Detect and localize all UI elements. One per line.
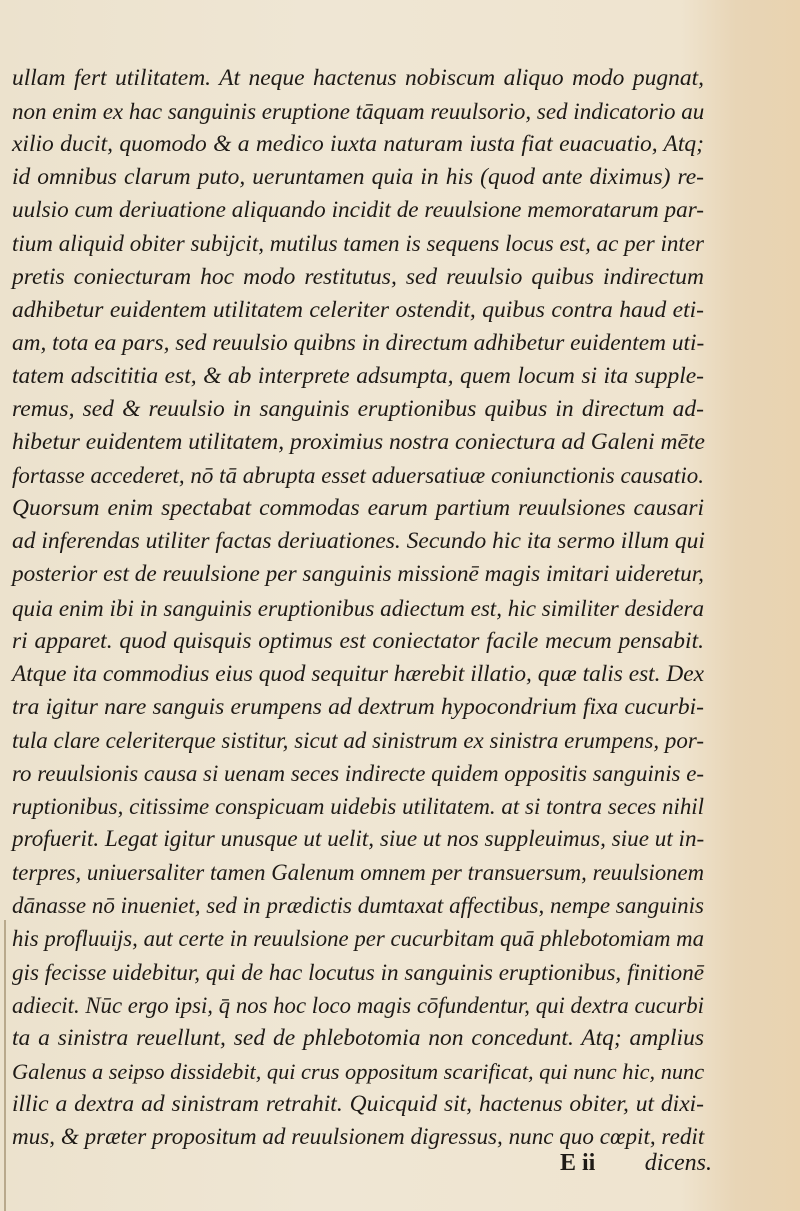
text-line: ad inferendas utiliter factas deriuationes. Secundo hic ita sermo illum qui (12, 528, 705, 555)
text-line: tatem adscititia est, & ab interprete adsumpta, quem locum si ita supple- (12, 362, 704, 389)
text-line: pretis coniecturam hoc modo restitutus, sed reuulsio quibus indirectum (12, 263, 704, 290)
text-line: adhibetur euidentem utilitatem celeriter ostendit, quibus contra haud eti- (12, 296, 704, 323)
text-line: Galenus a seipso dissidebit, qui crus oppositum scarificat, qui nunc hic, nunc (12, 1058, 705, 1084)
text-line: ro reuulsionis causa si uenam seces indirecte quidem oppositis sanguinis e- (12, 760, 704, 786)
text-line: ta a sinistra reuellunt, sed de phlebotomia non concedunt. Atq; amplius (12, 1024, 704, 1051)
text-line: ruptionibus, citissime conspicuam uidebis utilitatem. at si tontra seces nihil (12, 794, 704, 820)
text-line: his profluuijs, aut certe in reuulsione per cucurbitam quā phlebotomiam ma (12, 926, 704, 952)
text-line: terpres, uniuersaliter tamen Galenum omnem per transuersum, reuulsionem (12, 860, 704, 886)
text-line: illic a dextra ad sinistram retrahit. Quicquid sit, hactenus obiter, ut dixi- (12, 1090, 704, 1117)
text-line: mus, & præter propositum ad reuulsionem digressus, nunc quo cœpit, redit (12, 1124, 705, 1150)
catchword: dicens. (644, 1150, 712, 1176)
text-line: Atque ita commodius eius quod sequitur hærebit illatio, quæ talis est. Dex (12, 660, 704, 687)
text-line: gis fecisse uidebitur, qui de hac locutus in sanguinis eruptionibus, finitionē (12, 958, 704, 985)
text-line: quia enim ibi in sanguinis eruptionibus adiectum est, hic similiter desidera (12, 594, 704, 621)
page-footer (560, 1150, 712, 1177)
text-line: am, tota ea pars, sed reuulsio quibns in directum adhibetur euidentem uti- (12, 329, 705, 356)
text-line: xilio ducit, quomodo & a medico iuxta naturam iusta fiat euacuatio, Atq; (12, 131, 704, 158)
text-line: tra igitur nare sanguis erumpens ad dextrum hypocondrium fixa cucurbi- (12, 693, 704, 720)
text-line: remus, sed & reuulsio in sanguinis eruptionibus quibus in directum ad- (12, 395, 704, 422)
text-line: dānasse nō inueniet, sed in prædictis dumtaxat affectibus, nempe sanguinis (12, 893, 704, 919)
text-line: posterior est de reuulsione per sanguinis missionē magis imitari uideretur, (12, 561, 704, 588)
text-line: id omnibus clarum puto, ueruntamen quia in his (quod ante diximus) re- (12, 164, 704, 191)
text-line: non enim ex hac sanguinis eruptione tāquam reuulsorio, sed indicatorio au (12, 99, 705, 125)
text-line: profuerit. Legat igitur unusque ut uelit, siue ut nos suppleuimus, siue ut in- (12, 826, 705, 853)
signature-mark: E ii (560, 1150, 596, 1176)
text-line: adiecit. Nūc ergo ipsi, q̄ nos hoc loco magis cōfundentur, qui dextra cucurbi (12, 992, 704, 1018)
text-line: ullam fert utilitatem. At neque hactenus nobiscum aliquo modo pugnat, (12, 65, 704, 91)
text-line: Quorsum enim spectabat commodas earum partium reuulsiones causari (12, 495, 704, 522)
text-line: fortasse accederet, nō tā abrupta esset aduersatiuæ coniunctionis causatio. (12, 463, 704, 489)
page-edge-shadow (4, 920, 6, 1211)
text-line: uulsio cum deriuatione aliquando incidit de reuulsione memoratarum par- (12, 197, 704, 224)
text-line: ri apparet. quod quisquis optimus est coniectator facile mecum pensabit. (12, 627, 704, 654)
text-line: tium aliquid obiter subijcit, mutilus tamen is sequens locus est, ac per inter (12, 230, 704, 257)
text-line: hibetur euidentem utilitatem, proximius nostra coniectura ad Galeni mēte (12, 429, 705, 456)
body-text (12, 62, 704, 1154)
text-line: tula clare celeriterque sistitur, sicut ad sinistrum ex sinistra erumpens, por- (12, 727, 704, 753)
